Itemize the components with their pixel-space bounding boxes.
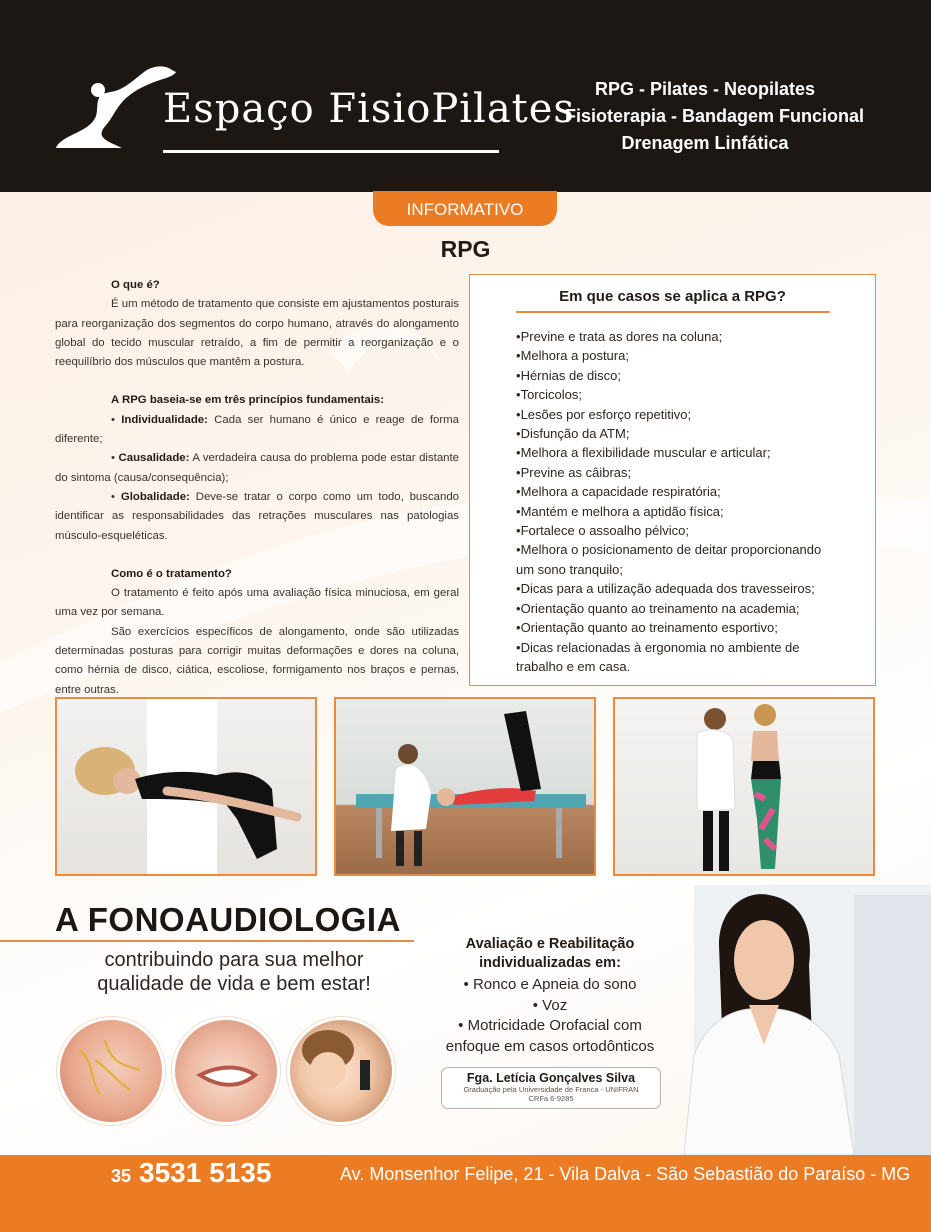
fono-subtitle-line: contribuindo para sua melhor	[104, 949, 364, 971]
list-item: • Melhora a postura;	[516, 346, 836, 365]
list-item: • Melhora o posicionamento de deitar proporcionando um sono tranquilo;	[516, 540, 836, 579]
fono-subtitle-line: qualidade de vida e bem estar!	[97, 973, 371, 995]
phone-digits: 3531 5135	[139, 1157, 272, 1188]
fono-underline	[0, 940, 414, 942]
professional-graduation: Graduação pela Universidade de Franca - UNIFRAN	[463, 1085, 639, 1094]
evaluation-title	[437, 935, 663, 973]
list-item: • Mantém e melhora a aptidão física;	[516, 502, 836, 521]
list-item: • Melhora a capacidade respiratória;	[516, 482, 836, 501]
list-item: • Previne as câibras;	[516, 463, 836, 482]
address: Av. Monsenhor Felipe, 21 - Vila Dalva - São Sebastião do Paraíso - MG	[340, 1164, 911, 1184]
phone-number[interactable]	[111, 1157, 271, 1189]
services-line: Drenagem Linfática	[621, 133, 789, 153]
principle-name: Causalidade:	[118, 452, 190, 465]
list-item: • Torcicolos;	[516, 385, 836, 404]
principle-text: Cada ser humano é único e reage de forma diferente;	[55, 413, 460, 446]
services-list	[565, 76, 865, 157]
question-heading: Como é o tratamento?	[111, 567, 232, 580]
list-item: • Voz	[532, 996, 568, 1014]
list-item: • Dicas para a utilização adequada dos travesseiros;	[516, 579, 836, 598]
evaluation-list	[432, 975, 668, 1057]
logo-text: Espaço FisioPilates	[163, 86, 575, 132]
fono-title: A FONOAUDIOLOGIA	[55, 901, 401, 938]
photo-child-ear-exam	[287, 1017, 395, 1125]
list-item: enfoque em casos ortodônticos	[445, 1037, 655, 1055]
principle-name: Individualidade:	[121, 413, 208, 426]
question-heading: O que é?	[111, 279, 160, 291]
list-item: • Hérnias de disco;	[516, 366, 836, 385]
list-item: • Melhora a flexibilidade muscular e articular;	[516, 443, 836, 462]
principle-item: • Causalidade: A verdadeira causa do problema pode estar distante do sintoma (causa/consequência);	[55, 452, 459, 484]
list-item: • Disfunção da ATM;	[516, 424, 836, 443]
photo-facial-nerves	[57, 1017, 165, 1125]
principle-item: • Individualidade: Cada ser humano é único e reage de forma diferente;	[55, 413, 460, 446]
informativo-tab: INFORMATIVO	[373, 191, 557, 226]
principle-text: A verdadeira causa do problema pode estar distante do sintoma (causa/consequência);	[55, 452, 459, 484]
cases-list	[516, 327, 836, 676]
phone-area-code: 35	[111, 1166, 132, 1186]
paragraph: São exercícios específicos de alongamento, onde são utilizadas determinadas posturas para corrigir muitas deformações e dores na coluna, como hérnia de disco, ciática, escoliose, formigamento nos braços e pernas, entre outras.	[55, 625, 459, 696]
cases-box	[469, 274, 876, 686]
services-line: Fisioterapia - Bandagem Funcional	[565, 106, 865, 126]
photo-professional-portrait	[664, 885, 931, 1155]
principle-item: • Globalidade: Deve-se tratar o corpo como um todo, buscando identificar as responsabilidades das retrações musculares nas patologias músculo-esqueléticas.	[55, 490, 459, 542]
services-line: RPG - Pilates - Neopilates	[594, 79, 816, 99]
photo-mouth-closeup	[172, 1017, 280, 1125]
list-item: • Fortalece o assoalho pélvico;	[516, 521, 836, 540]
list-item: • Motricidade Orofacial com	[458, 1017, 642, 1034]
list-item: • Orientação quanto ao treinamento esportivo;	[516, 618, 836, 637]
rpg-description	[55, 276, 459, 700]
list-item: • Orientação quanto ao treinamento na academia;	[516, 599, 836, 618]
paragraph: É um método de tratamento que consiste em ajustamentos posturais para reorganização dos segmentos do corpo humano, através do alongamento global do tecido muscular retraído, a fim de permitir a reorganização e o reequilíbrio dos músculos que mantêm a postura.	[55, 298, 459, 369]
professional-card	[441, 1067, 661, 1109]
principle-text: Deve-se tratar o corpo como um todo, buscando identificar as responsabilidades das retrações musculares nas patologias músculo-esqueléticas.	[55, 490, 459, 542]
logo-underline	[163, 150, 499, 153]
cases-box-title: Em que casos se aplica a RPG?	[559, 288, 786, 305]
list-item: • Lesões por esforço repetitivo;	[516, 405, 836, 424]
list-item: • Ronco e Apneia do sono	[463, 976, 637, 993]
principle-name: Globalidade:	[120, 490, 190, 503]
photo-rpg-posture-evaluation	[613, 697, 875, 876]
evaluation-title-line: individualizadas em:	[479, 955, 621, 971]
list-item: • Dicas relacionadas à ergonomia no ambiente de trabalho e em casa.	[516, 638, 836, 677]
list-item: • Previne e trata as dores na coluna;	[516, 327, 836, 346]
principles-heading: A RPG baseia-se em três princípios fundamentais:	[111, 394, 385, 407]
section-title-rpg: RPG	[440, 236, 491, 262]
photo-rpg-stretch-bending	[55, 697, 317, 876]
professional-name: Fga. Letícia Gonçalves Silva	[466, 1071, 636, 1085]
cases-box-divider	[516, 311, 830, 313]
evaluation-title-line: Avaliação e Reabilitação	[465, 936, 635, 952]
fono-subtitle	[60, 948, 408, 996]
professional-registration: CRFa 6-9285	[528, 1094, 574, 1103]
paragraph: O tratamento é feito após uma avaliação física minuciosa, em geral uma vez por semana.	[55, 587, 459, 619]
photo-rpg-stretcher-session	[334, 697, 596, 876]
